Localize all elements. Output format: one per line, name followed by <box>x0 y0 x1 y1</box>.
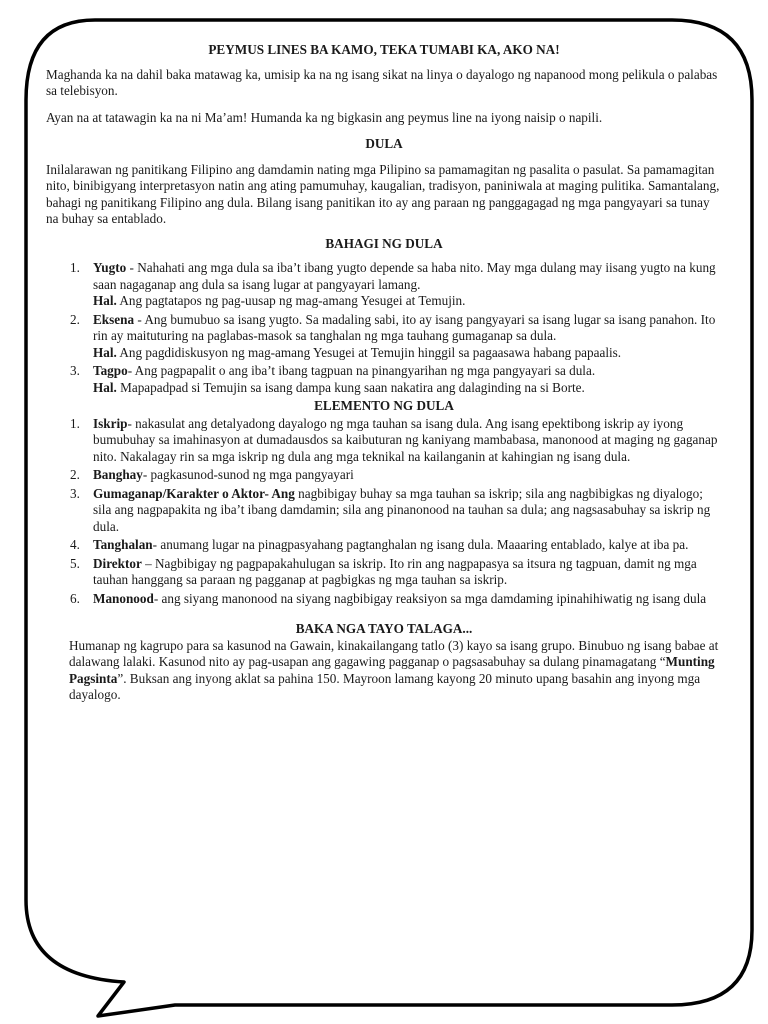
list-number: 5. <box>70 555 80 571</box>
intro-paragraph-1: Maghanda ka na dahil baka matawag ka, umisip ka na ng isang sikat na linya o dayalogo ng napanood mong pelikula o palabas sa telebisyon. <box>46 66 718 98</box>
definition: anumang lugar na pinagpasyahang pagtanghalan ng isang dula. Maaaring entablado, kalye at iba pa. <box>160 537 689 552</box>
list-number: 3. <box>70 363 80 378</box>
dula-paragraph: Inilalarawan ng panitikang Filipino ang damdamin nating mga Pilipino sa pamamagitan ng pasalita o pasulat. Sa pamamagitan nito, binibigyang interpretasyon natin ang ating pamumuhay, kaugalian, tradisyon, paniniwala at maging pulitika. Samantalang, bahagi ng panitikang Filipino ang dula. Bilang isang panitikan ito ay ang paraan ng panggagagad ng mga pangyayari sa tunay na buhay sa entablado. <box>46 161 720 226</box>
term-separator: - <box>152 537 161 552</box>
term: Tanghalan <box>93 537 153 552</box>
list-number: 3. <box>70 485 80 501</box>
definition: Nagbibigay ng pagpapakahulugan sa iskrip. Ito rin ang nagpapasya sa itsura ng tagpuan, damit ng mga tauhan hanggang sa paraan ng pagganap at pagbigkas ng mga tauhan sa iskrip. <box>93 555 697 587</box>
definition: Nahahati ang mga dula sa iba’t ibang yugto depende sa haba nito. May mga dulang may iisang yugto na kung saan nagaganap ang dula sa isang lugar at pangyayari lamang. <box>93 260 716 292</box>
example-text: Ang pagdidiskusyon ng mag-amang Yesugei at Temujin hinggil sa pagaasawa habang papaalis. <box>116 344 622 360</box>
baka-heading: BAKA NGA TAYO TALAGA... <box>295 621 473 636</box>
list-item <box>46 260 722 310</box>
term: Iskrip <box>93 415 128 431</box>
example-label: Hal. <box>93 379 117 395</box>
list-number: 6. <box>70 590 80 606</box>
baka-text-before: Humanap ng kagrupo para sa kasunod na Gawain, kinakailangang tatlo (3) kayo sa isang grupo. Binubuo ng isang babae at dalawang lalaki. Kasunod nito ay pag-usapan ang gagawing pagganap o pagsasabuhay sa dulang pinamagatang “ <box>69 637 719 669</box>
list-item <box>46 416 722 466</box>
baka-paragraph <box>46 638 722 704</box>
term: Manonood <box>93 590 154 606</box>
term: Tagpo <box>93 363 128 378</box>
definition: pagkasunod-sunod ng mga pangyayari <box>150 467 354 482</box>
dula-heading: DULA <box>365 136 403 151</box>
list-item <box>46 556 722 589</box>
elemento-heading: ELEMENTO NG DULA <box>314 398 454 413</box>
example-label: Hal. <box>93 344 117 360</box>
example-text: Ang pagtatapos ng pag-uusap ng mag-amang Yesugei at Temujin. <box>116 293 466 308</box>
term-separator: - <box>142 467 151 482</box>
term: Yugto <box>93 260 127 275</box>
term: Gumaganap/Karakter o Aktor- Ang <box>93 485 295 501</box>
elemento-list <box>46 416 722 608</box>
baka-text-after: ”. Buksan ang inyong aklat sa pahina 150. Mayroon lamang kayong 20 minuto upang basahin ang inyong mga dayalogo. <box>69 670 701 702</box>
term-separator: - <box>127 363 135 378</box>
definition: Ang bumubuo sa isang yugto. Sa madaling sabi, ito ay isang pangyayari sa isang lugar sa isang panahon. Ito rin ay maituturing na paglabas-masok sa tanghalan ng mga tauhang gumaganap sa dula. <box>93 311 716 343</box>
bahagi-heading: BAHAGI NG DULA <box>325 235 443 251</box>
bahagi-list <box>46 260 722 396</box>
example-label: Hal. <box>93 293 117 308</box>
document-body <box>46 42 722 704</box>
term: Direktor <box>93 555 142 571</box>
intro-paragraph-2: Ayan na at tatawagin ka na ni Ma’am! Humanda ka ng bigkasin ang peymus line na iyong naisip o napili. <box>46 109 603 125</box>
definition: nakasulat ang detalyadong dayalogo ng mga tauhan sa isang dula. Ang isang epektibong iskrip ay iyong bumubuhay sa imahinasyon at dumadausdos sa kaibuturan ng kaniyang mambabasa, manonood at maging ng gaganap nito. Nakalagay rin sa mga iskrip ng dula ang mga teknikal na kailanganin at kahingian ng isang dula. <box>93 415 718 464</box>
list-item <box>46 537 722 554</box>
term: Eksena <box>93 311 135 327</box>
term-separator: – <box>141 555 156 571</box>
term-separator: - <box>126 260 138 275</box>
play-title: Munting Pagsinta <box>69 654 715 686</box>
list-number: 4. <box>70 537 80 552</box>
term-separator: - <box>134 311 145 327</box>
list-item <box>46 312 722 362</box>
list-item <box>46 591 722 608</box>
term-separator: - <box>127 415 136 431</box>
list-number: 1. <box>70 415 80 431</box>
list-number: 2. <box>70 467 80 482</box>
term-separator: - <box>153 590 162 606</box>
list-number: 1. <box>70 260 80 275</box>
page-title: PEYMUS LINES BA KAMO, TEKA TUMABI KA, AKO NA! <box>208 42 560 57</box>
example-text: Mapapadpad si Temujin sa isang dampa kung saan nakatira ang dalaginding na si Borte. <box>116 379 585 395</box>
list-number: 2. <box>70 311 80 327</box>
list-item <box>46 467 722 484</box>
definition: ang siyang manonood na siyang nagbibigay reaksiyon sa mga damdaming ipinahihiwatig ng isang dula <box>161 590 707 606</box>
term: Banghay <box>93 467 143 482</box>
list-item <box>46 363 722 396</box>
definition: Ang pagpapalit o ang iba’t ibang tagpuan na pinangyarihan ng mga pangyayari sa dula. <box>134 363 596 378</box>
definition: nagbibigay buhay sa mga tauhan sa iskrip; sila ang nagbibigkas ng diyalogo; sila ang nagpapakita ng iba’t ibang damdamin; sila ang pinanonood na tauhan sa dula; ang nagsasabuhay sa iskrip ng dula. <box>93 485 711 534</box>
list-item <box>46 486 722 536</box>
